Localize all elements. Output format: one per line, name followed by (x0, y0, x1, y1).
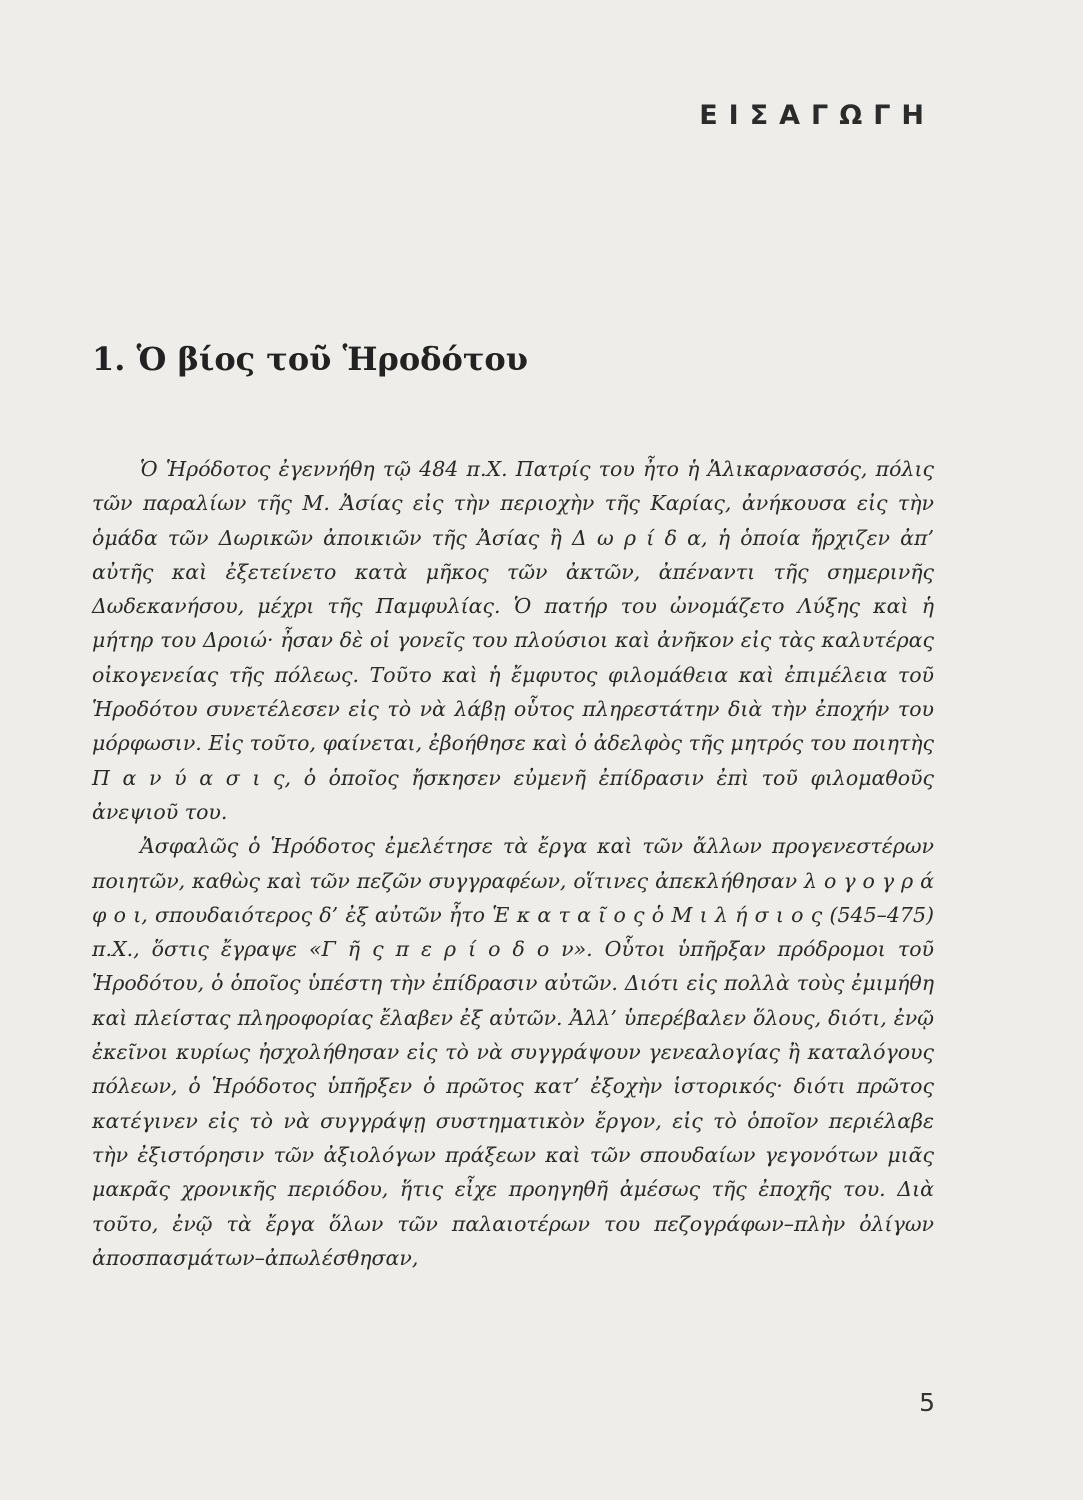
chapter-heading: ΕΙΣΑΓΩΓΗ (699, 100, 935, 131)
body-text (92, 452, 934, 1275)
section-title: 1. Ὁ βίος τοῦ Ἡροδότου (92, 340, 528, 378)
paragraph-1: Ὁ Ἡρόδοτος ἐγεννήθη τῷ 484 π.Χ. Πατρίς του ἦτο ἡ Ἁλικαρνασσός, πόλις τῶν παραλίων τῆς Μ. Ἀσίας εἰς τὴν περιοχὴν τῆς Καρίας, ἀνήκουσα εἰς τὴν ὁμάδα τῶν Δωρικῶν ἀποικιῶν τῆς Ἀσίας ἢ Δ ω ρ ί δ α, ἡ ὁποία ἤρχιζεν ἀπ’ αὐτῆς καὶ ἐξετείνετο κατὰ μῆκος τῶν ἀκτῶν, ἀπέναντι τῆς σημερινῆς Δωδεκανήσου, μέχρι τῆς Παμφυλίας. Ὁ πατήρ του ὠνομάζετο Λύξης καὶ ἡ μήτηρ του Δροιώ· ἦσαν δὲ οἱ γονεῖς του πλούσιοι καὶ ἀνῆκον εἰς τὰς καλυτέρας οἰκογενείας τῆς πόλεως. Τοῦτο καὶ ἡ ἔμφυτος φιλομάθεια καὶ ἐπιμέλεια τοῦ Ἡροδότου συνετέλεσεν εἰς τὸ νὰ λάβῃ οὗτος πληρεστάτην διὰ τὴν ἐποχήν του μόρφωσιν. Εἰς τοῦτο, φαίνεται, ἐβοήθησε καὶ ὁ ἀδελφὸς τῆς μητρός του ποιητὴς Π α ν ύ α σ ι ς, ὁ ὁποῖος ἤσκησεν εὐμενῆ ἐπίδρασιν ἐπὶ τοῦ φιλομαθοῦς ἀνεψιοῦ του. (92, 457, 934, 824)
page-number: 5 (919, 1388, 935, 1417)
paragraph-2: Ἀσφαλῶς ὁ Ἡρόδοτος ἐμελέτησε τὰ ἔργα καὶ τῶν ἄλλων προγενεστέρων ποιητῶν, καθὼς καὶ τῶν πεζῶν συγγραφέων, οἵτινες ἀπεκλήθησαν λ ο γ ο γ ρ ά φ ο ι, σπουδαιότερος δ’ ἐξ αὐτῶν ἦτο Ἑ κ α τ α ῖ ο ς ὁ Μ ι λ ή σ ι ο ς (545–475) π.Χ., ὅστις ἔγραψε «Γ ῆ ς π ε ρ ί ο δ ο ν». Οὗτοι ὑπῆρξαν πρόδρομοι τοῦ Ἡροδότου, ὁ ὁποῖος ὑπέστη τὴν ἐπίδρασιν αὐτῶν. Διότι εἰς πολλὰ τοὺς ἐμιμήθη καὶ πλείστας πληροφορίας ἔλαβεν ἐξ αὐτῶν. Ἀλλ’ ὑπερέβαλεν ὅλους, διότι, ἐνῷ ἐκεῖνοι κυρίως ἠσχολήθησαν εἰς τὸ νὰ συγγράψουν γενεαλογίας ἢ καταλόγους πόλεων, ὁ Ἡρόδοτος ὑπῆρξεν ὁ πρῶτος κατ’ ἐξοχὴν ἱστορικός· διότι πρῶτος κατέγινεν εἰς τὸ νὰ συγγράψῃ συστηματικὸν ἔργον, εἰς τὸ ὁποῖον περιέλαβε τὴν ἐξιστόρησιν τῶν ἀξιολόγων πράξεων καὶ τῶν σπουδαίων γεγονότων μιᾶς μακρᾶς χρονικῆς περιόδου, ἥτις εἶχε προηγηθῆ ἀμέσως τῆς ἐποχῆς του. Διὰ τοῦτο, ἐνῷ τὰ ἔργα ὅλων τῶν παλαιοτέρων του πεζογράφων–πλὴν ὀλίγων ἀποσπασμάτων–ἀπωλέσθησαν, (92, 834, 934, 1270)
